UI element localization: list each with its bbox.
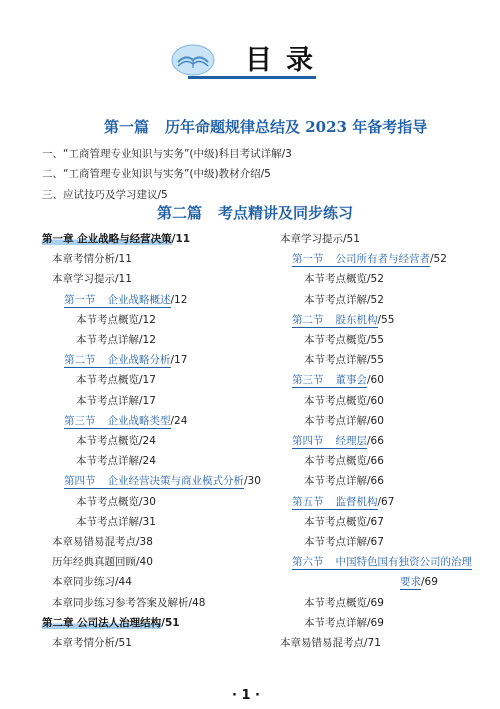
- toc-page-ref: /69: [367, 596, 384, 609]
- section-number: 第二节: [292, 313, 324, 326]
- toc-entry-label: 本节考点详解: [76, 334, 139, 346]
- toc-page-ref: /52: [367, 273, 384, 286]
- toc-page-ref: /30: [139, 495, 156, 508]
- toc-page-ref: /71: [364, 637, 381, 649]
- toc-entry-label: 本章考情分析: [52, 637, 115, 649]
- part-1-item[interactable]: 三、应试技巧及学习建议/5: [42, 189, 168, 201]
- section-title-underlined: [64, 354, 171, 368]
- section-number: 第三节: [64, 414, 96, 427]
- page-number: · 1 ·: [232, 688, 260, 703]
- toc-sub-entry[interactable]: [76, 494, 156, 509]
- toc-page-ref: /12: [170, 293, 188, 306]
- toc-item-entry[interactable]: [280, 231, 360, 246]
- toc-sub-entry[interactable]: [304, 393, 384, 408]
- part-2-title: 考点精讲及同步练习: [218, 204, 354, 222]
- toc-section-entry[interactable]: [292, 494, 394, 509]
- toc-page-ref: /60: [367, 414, 384, 427]
- toc-page-ref: /17: [139, 394, 156, 407]
- toc-page-ref: /66: [367, 435, 384, 447]
- toc-page-ref: /67: [377, 495, 395, 508]
- toc-page-ref: /60: [367, 374, 384, 387]
- toc-sub-entry[interactable]: [76, 312, 156, 327]
- toc-page-ref: /44: [115, 576, 132, 589]
- toc-entry-label: 公司所有者与经营者: [335, 253, 430, 266]
- section-number: 第一节: [292, 253, 324, 266]
- toc-page-ref: /12: [139, 313, 156, 326]
- section-number: 第三节: [292, 374, 324, 387]
- toc-sub-entry[interactable]: [304, 595, 384, 610]
- toc-page-ref: /11: [115, 273, 132, 286]
- toc-entry-label: 本节考点详解: [76, 394, 139, 407]
- toc-page-ref: /17: [170, 354, 188, 367]
- toc-entry-label: 本章学习提示: [280, 233, 343, 245]
- toc-page-ref: /24: [139, 435, 156, 447]
- section-title-underlined: [292, 496, 378, 510]
- toc-entry-label: 本节考点概览: [304, 455, 367, 468]
- section-number: 第二节: [64, 354, 96, 367]
- toc-item-entry[interactable]: [52, 635, 132, 650]
- toc-page-ref: /38: [136, 536, 153, 548]
- section-title-underlined: [292, 556, 472, 570]
- title-underline: [188, 76, 316, 79]
- toc-entry-label: 本节考点详解: [304, 475, 367, 488]
- toc-page-ref: /30: [244, 475, 261, 488]
- toc-item-entry[interactable]: [52, 271, 132, 286]
- section-title-underlined: [292, 314, 378, 328]
- section-title-underlined: [292, 374, 367, 388]
- section-number: 第六节: [292, 556, 324, 569]
- toc-entry-label: 本节考点概览: [76, 495, 139, 508]
- toc-entry-label: 本节考点详解: [304, 293, 367, 306]
- section-title-underlined: [64, 415, 171, 429]
- section-title-underlined: [64, 294, 171, 308]
- section-number: 第一节: [64, 293, 96, 306]
- section-title-underlined: [292, 435, 367, 449]
- toc-entry-label: 本节考点概览: [76, 374, 139, 387]
- toc-section-entry[interactable]: [292, 372, 384, 387]
- part-1-title: 历年命题规律总结及 2023 年备考指导: [165, 118, 428, 136]
- toc-entry-label: 本节考点详解: [76, 515, 139, 528]
- toc-entry-label: 本节考点概览: [304, 334, 367, 346]
- toc-entry-label: 经理层: [335, 435, 367, 447]
- toc-entry-label: 本节考点概览: [304, 515, 367, 528]
- toc-page-ref: /51: [161, 616, 180, 629]
- toc-entry-label: 本节考点详解: [304, 354, 367, 367]
- toc-page-ref: /24: [139, 455, 156, 468]
- toc-entry-label: 中国特色国有独资公司的治理: [335, 556, 472, 569]
- toc-entry-label: 本节考点详解: [304, 536, 367, 548]
- toc-section-entry[interactable]: [64, 413, 187, 428]
- toc-page-ref: /12: [139, 334, 156, 346]
- toc-page-ref: /66: [367, 475, 384, 488]
- toc-entry-label: 本章易错易混考点: [280, 637, 364, 649]
- toc-sub-entry[interactable]: [304, 352, 384, 367]
- toc-sub-entry[interactable]: [304, 453, 384, 468]
- toc-page-ref: /24: [170, 414, 188, 427]
- toc-page-ref: /52: [430, 253, 447, 266]
- toc-page-ref: /55: [377, 313, 395, 326]
- toc-entry-label: 股东机构: [335, 313, 378, 326]
- toc-sub-entry[interactable]: [76, 393, 156, 408]
- toc-section-entry[interactable]: [292, 251, 447, 266]
- section-title-underlined: [292, 253, 430, 267]
- toc-sub-entry[interactable]: [304, 615, 384, 630]
- toc-section-entry[interactable]: [400, 574, 438, 589]
- toc-page-ref: /51: [343, 233, 360, 245]
- section-number: 第五节: [292, 495, 324, 508]
- toc-page-ref: /40: [136, 556, 153, 569]
- section-number: 第四节: [292, 435, 324, 447]
- toc-entry-label: 本章学习提示: [52, 273, 115, 286]
- toc-page-ref: /17: [139, 374, 156, 387]
- toc-page-ref: /67: [367, 536, 384, 548]
- toc-page-ref: /11: [171, 233, 191, 245]
- part-1-heading[interactable]: [104, 116, 427, 137]
- toc-entry-label: 本节考点概览: [304, 273, 367, 286]
- toc-page-ref: /67: [367, 515, 384, 528]
- toc-section-entry[interactable]: [292, 433, 384, 448]
- toc-chapter-entry[interactable]: [42, 231, 190, 246]
- toc-entry-label: 本章考情分析: [52, 253, 115, 266]
- toc-section-entry[interactable]: [64, 352, 187, 367]
- toc-entry-label: 本节考点概览: [76, 435, 139, 447]
- toc-section-entry[interactable]: [64, 473, 261, 488]
- toc-chapter-entry[interactable]: [42, 615, 180, 630]
- toc-sub-entry[interactable]: [76, 433, 156, 448]
- toc-entry-label: 本节考点概览: [304, 596, 367, 609]
- toc-page-ref: /66: [367, 455, 384, 468]
- toc-sub-entry[interactable]: [304, 473, 384, 488]
- toc-entry-label: 要求: [400, 576, 421, 589]
- toc-sub-entry[interactable]: [304, 292, 384, 307]
- toc-page-ref: /60: [367, 394, 384, 407]
- part-1-number: 第一篇: [104, 118, 150, 136]
- toc-page-ref: /55: [367, 354, 384, 367]
- book-logo-icon: [170, 42, 216, 78]
- toc-entry-label: 本节考点详解: [304, 616, 367, 629]
- toc-page-ref: /11: [115, 253, 132, 266]
- section-title-underlined: [400, 576, 421, 590]
- section-title-underlined: [64, 475, 244, 489]
- toc-item-entry[interactable]: [52, 595, 205, 610]
- toc-item-entry[interactable]: [52, 251, 132, 266]
- toc-page-ref: /55: [367, 334, 384, 346]
- toc-entry-label: 企业战略概述: [107, 293, 171, 306]
- part-2-number: 第二篇: [157, 204, 203, 222]
- toc-entry-label: 企业战略类型: [107, 414, 171, 427]
- toc-section-entry[interactable]: [292, 312, 394, 327]
- toc-entry-label: 本节考点详解: [304, 414, 367, 427]
- toc-page-ref: /48: [188, 596, 206, 609]
- toc-entry-label: 本章易错易混考点: [52, 536, 136, 548]
- toc-entry-label: 本章同步练习: [52, 576, 115, 589]
- toc-sub-entry[interactable]: [304, 514, 384, 529]
- toc-item-entry[interactable]: [52, 574, 132, 589]
- toc-item-entry[interactable]: [280, 635, 381, 650]
- toc-sub-entry[interactable]: [304, 413, 384, 428]
- toc-entry-label: 本节考点详解: [76, 455, 139, 468]
- toc-sub-entry[interactable]: [304, 332, 384, 347]
- toc-sub-entry[interactable]: [76, 372, 156, 387]
- toc-section-entry[interactable]: [292, 554, 472, 569]
- toc-sub-entry[interactable]: [304, 534, 384, 549]
- toc-sub-entry[interactable]: [76, 332, 156, 347]
- toc-entry-label: 本章同步练习参考答案及解析: [52, 596, 189, 609]
- toc-sub-entry[interactable]: [76, 453, 156, 468]
- toc-entry-label: 企业经营决策与商业模式分析: [107, 475, 244, 488]
- toc-entry-label: 历年经典真题回顾: [52, 556, 136, 569]
- toc-page-ref: /52: [367, 293, 384, 306]
- toc-item-entry[interactable]: [52, 554, 153, 569]
- toc-item-entry[interactable]: [52, 534, 153, 549]
- toc-sub-entry[interactable]: [76, 514, 156, 529]
- toc-entry-label: 本节考点概览: [76, 313, 139, 326]
- part-1-item[interactable]: 二、“工商管理专业知识与实务”(中级)教材介绍/5: [42, 168, 271, 180]
- section-number: 第四节: [64, 475, 96, 488]
- toc-page-ref: /69: [421, 576, 438, 589]
- toc-entry-label: 第一章 企业战略与经营决策: [42, 233, 172, 245]
- toc-entry-label: 董事会: [335, 374, 367, 387]
- toc-entry-label: 企业战略分析: [107, 354, 171, 367]
- toc-page-ref: /69: [367, 616, 384, 629]
- toc-entry-label: 监督机构: [335, 495, 378, 508]
- toc-entry-label: 第二章 公司法人治理结构: [42, 616, 162, 629]
- toc-page-ref: /31: [139, 515, 156, 528]
- toc-entry-label: 本节考点概览: [304, 394, 367, 407]
- part-2-heading[interactable]: [157, 202, 353, 223]
- toc-section-entry[interactable]: [64, 292, 187, 307]
- page-title: 目录: [245, 45, 327, 76]
- toc-page-ref: /51: [115, 637, 132, 649]
- toc-sub-entry[interactable]: [304, 271, 384, 286]
- part-1-item[interactable]: 一、“工商管理专业知识与实务”(中级)科目考试详解/3: [42, 148, 292, 160]
